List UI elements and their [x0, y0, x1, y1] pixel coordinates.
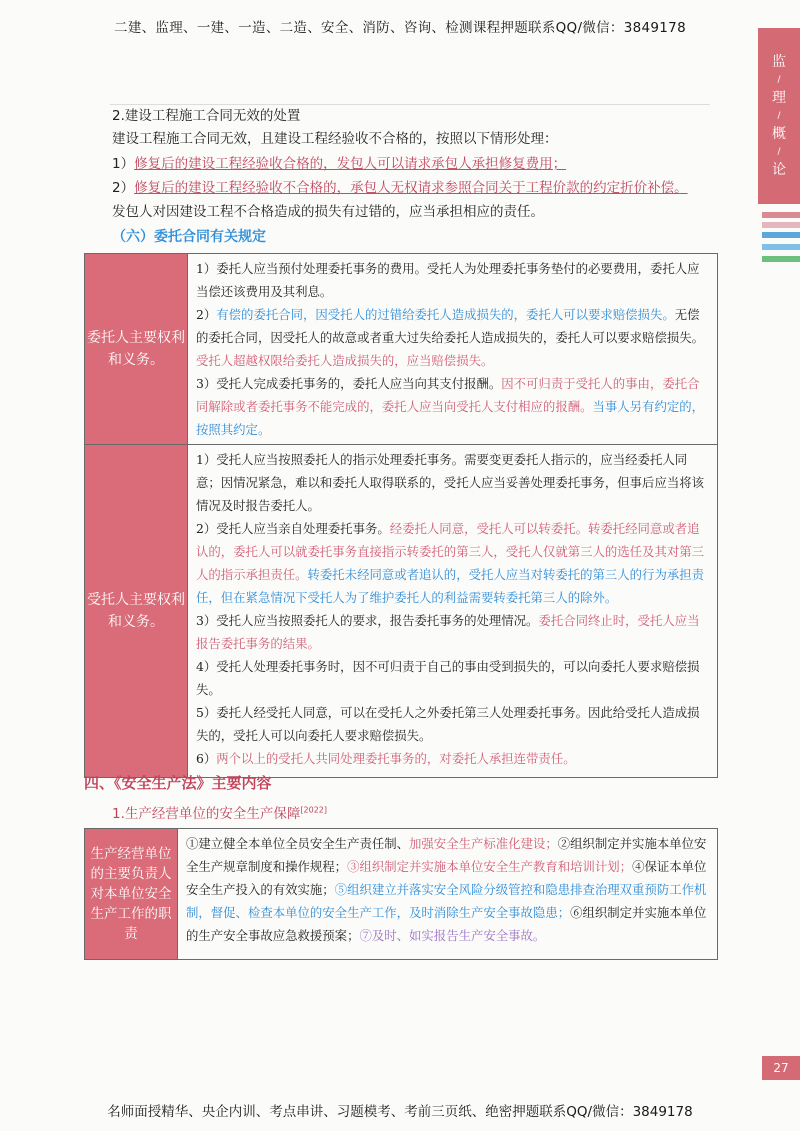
text-span: ①建立健全本单位全员安全生产责任制、 [186, 836, 410, 851]
side-tab-char: 理 [772, 90, 786, 106]
paragraph [196, 372, 711, 441]
intro-item1 [112, 152, 566, 172]
section-six-title: （六）委托合同有关规定 [112, 229, 266, 245]
table-row [85, 445, 718, 778]
safety-table [84, 828, 718, 960]
side-stripe-blue [762, 232, 800, 238]
page-number: 27 [762, 1056, 800, 1080]
item1-text: 修复后的建设工程经验收合格的，发包人可以请求承包人承担修复费用； [134, 156, 567, 172]
paragraph [196, 303, 711, 372]
text-span: 6） [196, 751, 217, 766]
text-span: 2） [196, 307, 217, 322]
paragraph: 1）委托人应当预付处理委托事务的费用。受托人为处理委托事务垫付的必要费用，委托人应当偿还该费用及其利息。 [196, 261, 700, 299]
row-label-text: 生产经营单位的主要负责人对本单位安全生产工作的职责 [90, 846, 172, 942]
row-body [178, 829, 718, 960]
side-tab-char: 概 [772, 126, 786, 142]
paragraph: 5）委托人经受托人同意，可以在受托人之外委托第三人处理委托事务。因此给受托人造成损失的，受托人可以向委托人要求赔偿损失。 [196, 705, 700, 743]
item2-prefix: 2） [112, 180, 135, 196]
row-label [85, 254, 188, 445]
side-tab-char: 监 [772, 54, 786, 70]
side-tab-sep: / [777, 147, 781, 157]
text-span: 3）受托人完成委托事务的，委托人应当向其支付报酬。 [196, 376, 502, 391]
row-label-text: 委托人主要权利和义务。 [87, 330, 185, 368]
side-stripe-lightblue [762, 244, 800, 250]
side-tab-char: 论 [772, 162, 786, 178]
text-span: 3）受托人应当按照委托人的要求，报告委托事务的处理情况。 [196, 613, 539, 628]
text-span: ②组织制定并实施本单位安全生产规章制度和操作规程； [186, 836, 707, 874]
text-span: 两个以上的受托人共同处理委托事务的，对委托人承担连带责任。 [216, 751, 576, 766]
intro-line1: 建设工程施工合同无效，且建设工程经验收不合格的，按照以下情形处理： [112, 131, 558, 147]
page-footer: 名师面授精华、央企内训、考点串讲、习题模考、考前三页纸、绝密押题联系QQ/微信：3849178 [107, 1104, 693, 1120]
text-span: ③组织制定并实施本单位安全生产教育和培训计划； [347, 859, 633, 874]
text-span: 加强安全生产标准化建设； [409, 836, 558, 851]
paragraph: 4）受托人处理委托事务时，因不可归责于自己的事由受到损失的，可以向委托人要求赔偿损失。 [196, 659, 700, 697]
text-span: ④保证本单位安全生产投入的有效实施； [186, 859, 707, 897]
text-span: 受托人超越权限给委托人造成损失的，应当赔偿损失。 [196, 353, 494, 368]
sub-heading-text: 1.生产经营单位的安全生产保障 [112, 806, 301, 822]
text-span: ⑤组织建立并落实安全风险分级管控和隐患排查治理双重预防工作机制，督促、检查本单位的安全生产工作，及时消除生产安全事故隐患； [186, 882, 707, 920]
text-span: 经委托人同意，受托人可以转委托。转委托经同意或者追认的，委托人可以就委托事务直接指示转委托的第三人，受托人仅就第三人的选任及其对第三人的指示承担责任。 [196, 521, 705, 582]
row-label [85, 445, 188, 778]
text-span: 因不可归责于受托人的事由，委托合同解除或者委托事务不能完成的，委托人应当向受托人支付相应的报酬。 [196, 376, 700, 414]
text-span: ⑦及时、如实报告生产安全事故。 [359, 928, 546, 943]
text-span: 2）受托人应当亲自处理委托事务。 [196, 521, 390, 536]
text-span: 转委托未经同意或者追认的，受托人应当对转委托的第三人的行为承担责任，但在紧急情况下受托人为了维护委托人的利益需要转委托第三人的除外。 [196, 567, 705, 605]
paragraph: 1）受托人应当按照委托人的指示处理委托事务。需要变更委托人指示的，应当经委托人同意；因情况紧急，难以和委托人取得联系的，受托人应当妥善处理委托事务，但事后应当将该情况及时报告委托人。 [196, 452, 705, 513]
text-span: 当事人另有约定的，按照其约定。 [196, 399, 705, 437]
side-tab-sep: / [777, 111, 781, 121]
entrustment-table [84, 253, 718, 778]
text-span: 无偿的委托合同，因受托人的故意或者重大过失给委托人造成损失的，委托人可以要求赔偿损失。 [196, 307, 705, 345]
chapter-side-tab [758, 28, 800, 204]
row-body [188, 254, 718, 445]
text-span: ⑥组织制定并实施本单位的生产安全事故应急救援预案； [186, 905, 707, 943]
side-tab-sep: / [777, 75, 781, 85]
intro-line4: 发包人对因建设工程不合格造成的损失有过错的，应当承担相应的责任。 [112, 204, 544, 220]
page-header: 二建、监理、一建、一造、二造、安全、消防、咨询、检测课程押题联系QQ/微信：3849178 [114, 20, 686, 36]
paragraph [196, 517, 711, 609]
item2-text: 修复后的建设工程经验收不合格的，承包人无权请求参照合同关于工程价款的约定折价补偿。 [134, 180, 688, 196]
table-row [85, 829, 718, 960]
paragraph [196, 747, 711, 770]
row-label-text: 受托人主要权利和义务。 [87, 592, 185, 630]
intro-heading: 2.建设工程施工合同无效的处置 [112, 108, 301, 124]
side-stripe-pink [762, 212, 800, 218]
sub-heading [112, 802, 327, 822]
intro-item2 [112, 176, 688, 196]
text-span: 有偿的委托合同，因受托人的过错给委托人造成损失的，委托人可以要求赔偿损失。 [216, 307, 675, 322]
item1-prefix: 1） [112, 156, 135, 172]
row-label [85, 829, 178, 960]
row-body [188, 445, 718, 778]
text-span: 委托合同终止时，受托人应当报告委托事务的结果。 [196, 613, 700, 651]
paragraph [196, 609, 711, 655]
section-four-title: 四、《安全生产法》主要内容 [84, 774, 272, 792]
year-tag: [2022] [300, 805, 327, 815]
side-stripe-green [762, 256, 800, 262]
side-stripe-light [762, 222, 800, 228]
paragraph [186, 832, 711, 947]
table-row [85, 254, 718, 445]
